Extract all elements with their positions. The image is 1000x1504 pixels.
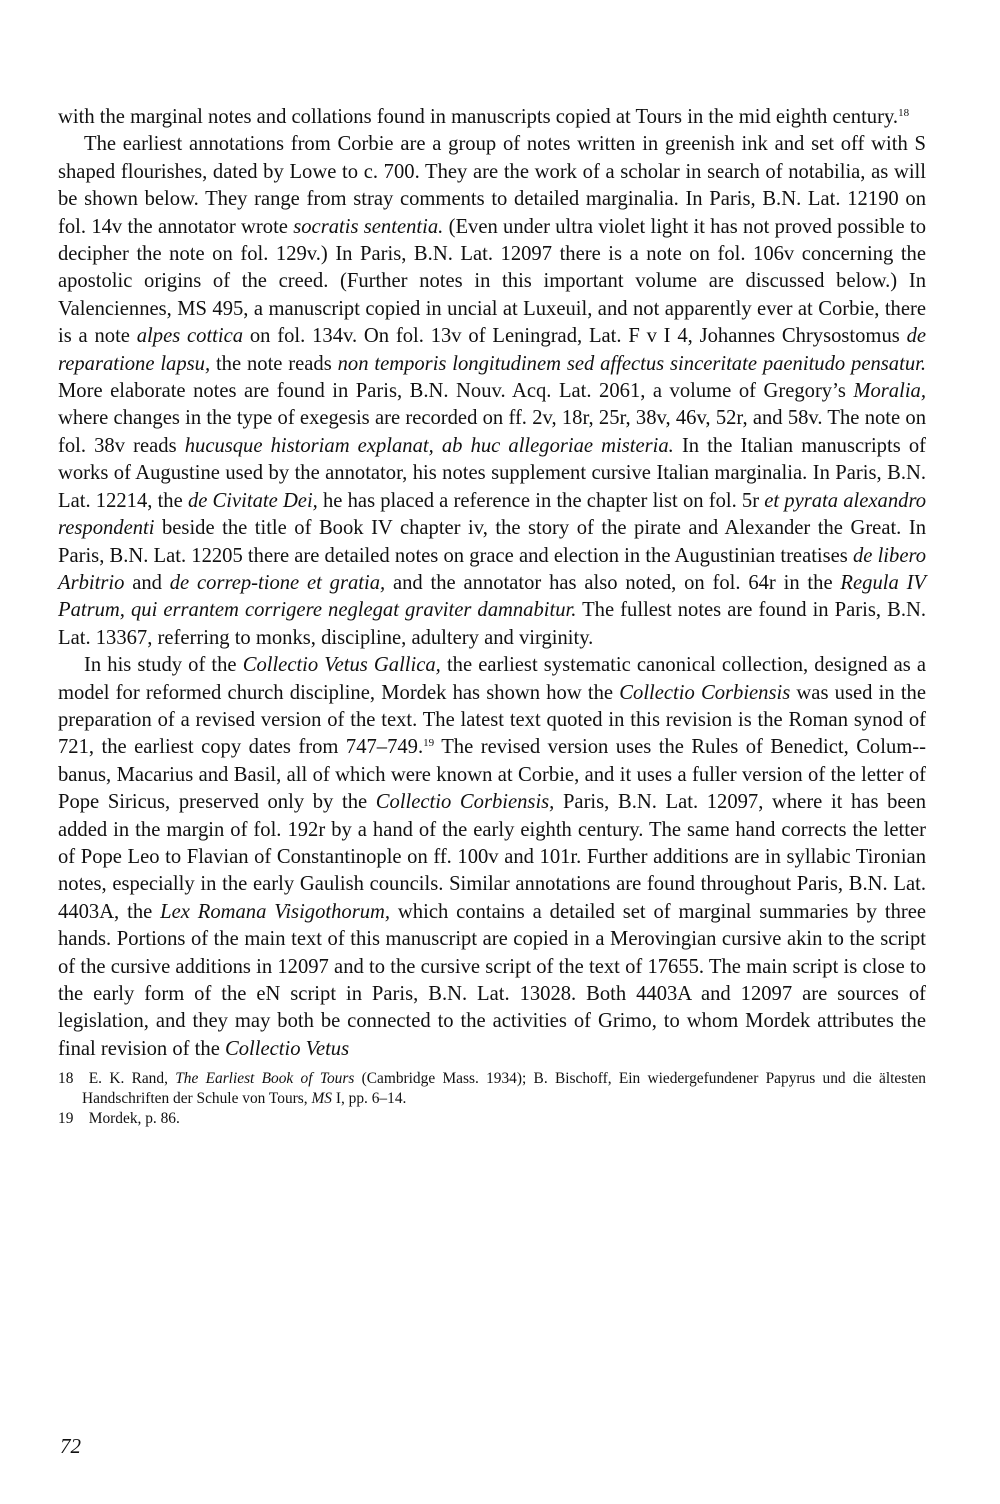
text-run: with the marginal notes and collations found in manuscripts copied at Tours in the mid eighth century.: [58, 106, 899, 128]
text-run: (Even under ultra violet light it has not proved possible to decipher the note on fol. 129v.) In Paris, B.N. Lat. 12097 there is a note on fol. 106v concerning the apostolic origins of the creed. (Further notes in this important volume are discussed below.) In Valenciennes, MS 495, a manuscript copied in uncial at Luxeuil, and not apparently ever at Corbie, there is a note: [58, 215, 926, 348]
footnote: [58, 1109, 926, 1129]
footnote-ref: 18: [898, 107, 910, 119]
text-run: I, pp. 6–14.: [331, 1090, 407, 1108]
italic-text: de libero Arbitrio: [58, 544, 927, 594]
italic-text: et pyrata alexandro respondenti: [58, 489, 926, 540]
text-run: and: [124, 571, 170, 594]
text-run: and the annotator has also noted, on fol. 64r in the: [385, 571, 841, 594]
footnote: [58, 1069, 926, 1109]
paragraph: [58, 131, 926, 652]
paragraph: [58, 104, 926, 131]
footnotes: [58, 1069, 926, 1129]
text-run: In his study of the: [84, 654, 243, 677]
text-run: where changes in the type of exegesis are recorded on ff. 2v, 18r, 25r, 38v, 46v, 52r, and 58v. The note on fol. 38v reads: [58, 407, 926, 457]
text-run: In the Italian manuscripts of works of Augustine used by the annotator, his notes supplement cursive Italian marginalia. In Paris, B.N. Lat. 12214, the: [58, 434, 926, 512]
text-run: The revised version uses the Rules of Benedict, Colum-banus, Macarius and Basil, all of which were known at Corbie, and it uses a fuller version of the letter of Pope Siricus, preserved only by the: [58, 736, 926, 814]
text-run: which contains a detailed set of marginal summaries by three hands. Portions of the main text of this manuscript are copied in a Merovingian cursive akin to the script of the cursive additions in 12097 and to the cursive script of the text of 17655. The main script is close to the early form of the eN script in Paris, B.N. Lat. 13028. Both 4403A and 12097 are sources of legislation, and they may both be connected to the activities of Grimo, to whom Mordek attributes the final revision of the: [58, 900, 927, 1060]
italic-text: hucusque historiam explanat, ab huc allegoriae misteria.: [184, 434, 674, 457]
text-run: he has placed a reference in the chapter list on fol. 5r: [317, 489, 765, 512]
text-run: 19 Mordek, p. 86.: [58, 1110, 180, 1128]
italic-text: alpes cottica: [136, 325, 244, 348]
main-text: [58, 104, 926, 1063]
text-run: More elaborate notes are found in Paris, B.N. Nouv. Acq. Lat. 2061, a volume of Gregory’s: [58, 380, 854, 403]
italic-text: Collectio Corbiensis: [619, 681, 791, 704]
page-body: [58, 104, 926, 1129]
italic-text: de Civitate Dei,: [187, 489, 318, 512]
italic-text: MS: [311, 1090, 332, 1108]
italic-text: Regula IV Patrum, qui errantem corrigere neglegat graviter damnabitur.: [58, 571, 927, 622]
italic-text: Collectio Vetus: [225, 1037, 350, 1060]
italic-text: de reparatione lapsu,: [58, 325, 926, 375]
italic-text: non temporis longitudinem sed affectus sinceritate paenitudo pensatur.: [337, 352, 926, 375]
text-run: (Cambridge Mass. 1934); B. Bischoff, Ein wiedergefundener Papyrus und die ältesten Handschriften der Schule von Tours,: [82, 1070, 926, 1108]
text-run: 18 E. K. Rand,: [58, 1070, 176, 1088]
paragraph: [58, 652, 926, 1063]
italic-text: The Earliest Book of Tours: [175, 1070, 355, 1088]
text-run: was used in the preparation of a revised version of the text. The latest text quoted in this revision is the Roman synod of 721, the earliest copy dates from 747–749.: [58, 681, 926, 759]
text-run: on fol. 134v. On fol. 13v of Leningrad, Lat. F v I 4, Johannes Chrysostomus: [243, 325, 907, 348]
text-run: Paris, B.N. Lat. 12097, where it has been added in the margin of fol. 192r by a hand of the early eighth century. The same hand corrects the letter of Pope Leo to Flavian of Constantinople on ff. 100v and 101r. Further additions are in syllabic Tironian notes, especially in the early Gaulish councils. Similar annotations are found throughout Paris, B.N. Lat. 4403A, the: [58, 791, 927, 923]
text-run: the earliest systematic canonical collection, designed as a model for reformed church discipline, Mordek has shown how the: [58, 654, 927, 704]
italic-text: de correp-tione et gratia,: [169, 571, 386, 594]
italic-text: Collectio Corbiensis,: [375, 791, 555, 814]
text-run: The earliest annotations from Corbie are a group of notes written in greenish ink and set off with S shaped flourishes, dated by Lowe to c. 700. They are the work of a scholar in search of notabilia, as will be shown below. They range from stray comments to detailed marginalia. In Paris, B.N. Lat. 12190 on fol. 14v the annotator wrote: [58, 133, 926, 238]
text-run: the note reads: [210, 352, 338, 375]
page-number: 72: [60, 1434, 81, 1458]
footnote-ref: 19: [423, 737, 435, 750]
italic-text: Moralia,: [853, 380, 926, 403]
italic-text: Lex Romana Visigothorum,: [160, 900, 391, 923]
text-run: beside the title of Book IV chapter iv, the story of the pirate and Alexander the Great. In Paris, B.N. Lat. 12205 there are detailed notes on grace and election in the Augustinian treatises: [58, 517, 926, 567]
text-run: The fullest notes are found in Paris, B.N. Lat. 13367, referring to monks, discipline, adultery and virginity.: [58, 599, 926, 649]
italic-text: socratis sententia.: [293, 215, 444, 238]
italic-text: Collectio Vetus Gallica,: [242, 654, 441, 677]
